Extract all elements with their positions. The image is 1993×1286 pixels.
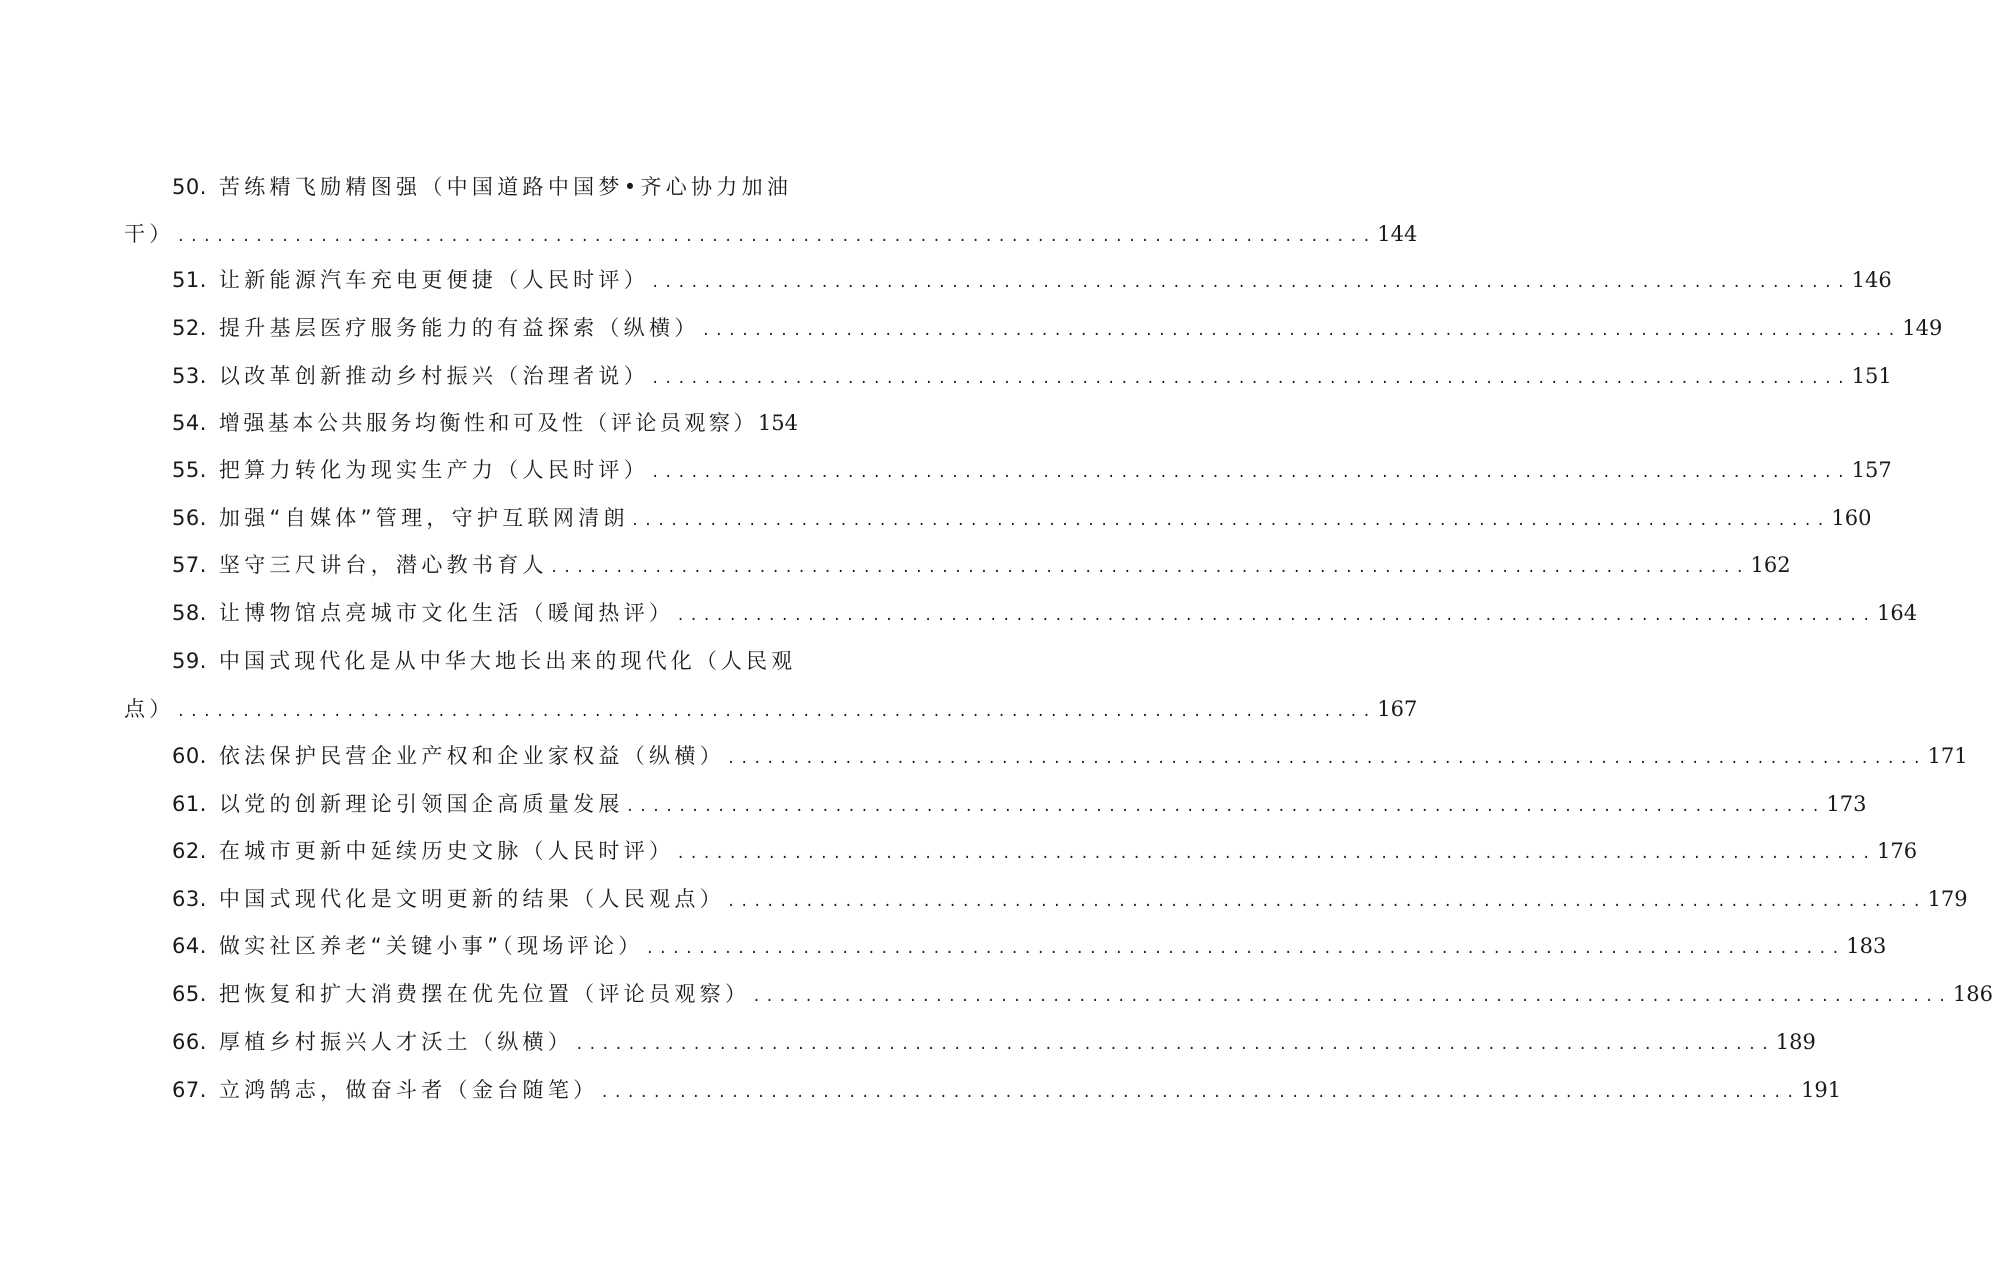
page-number: 171 (1927, 744, 1968, 768)
toc-entry-59-cont[interactable] (124, 694, 1418, 724)
page-number: 149 (1902, 316, 1943, 340)
page-number: 160 (1831, 506, 1872, 530)
entry-number: 53 (172, 364, 200, 388)
entry-title: 中国式现代化是从中华大地长出来的现代化（人民观 (218, 649, 797, 673)
dot-leader: ............................................................................................ (651, 275, 1850, 291)
toc-entry-66[interactable]: 66 . 厚植乡村振兴人才沃土（纵横） ............................................................................................ 189 (172, 1027, 798, 1057)
entry-number: 58 (172, 601, 200, 625)
entry-number: 55 (172, 458, 200, 482)
dot-leader: ............................................................................................ (630, 513, 1830, 529)
toc-entry-60[interactable]: 60 . 依法保护民营企业产权和企业家权益（纵横） ............................................................................................ 171 (172, 741, 798, 771)
dot-leader: ............................................................................................ (701, 323, 1901, 339)
page-number: 191 (1801, 1078, 1842, 1102)
entry-title: 中国式现代化是文明更新的结果（人民观点） (218, 887, 725, 911)
entry-title: 依法保护民营企业产权和企业家权益（纵横） (218, 744, 725, 768)
page-number: 146 (1851, 268, 1892, 292)
entry-title: 把算力转化为现实生产力（人民时评） (218, 458, 650, 482)
entry-title-continued: 干） (124, 222, 175, 246)
toc-entry-62[interactable]: 62 . 在城市更新中延续历史文脉（人民时评） ............................................................................................ 176 (172, 836, 798, 866)
entry-number: 61 (172, 792, 200, 816)
toc-entry-52[interactable]: 52 . 提升基层医疗服务能力的有益探索（纵横） ............................................................................................ 149 (172, 313, 798, 343)
page-number: 167 (1377, 697, 1418, 721)
dot-leader: ............................................................................................ (752, 989, 1951, 1005)
entry-number: 56 (172, 506, 200, 530)
toc-entry-56[interactable]: 56 . 加强“自媒体”管理，守护互联网清朗 ............................................................................................ 160 (172, 503, 798, 533)
entry-title: 把恢复和扩大消费摆在优先位置（评论员观察） (218, 982, 751, 1006)
toc-entry-55[interactable]: 55 . 把算力转化为现实生产力（人民时评） ............................................................................................ 157 (172, 455, 798, 485)
dot-leader: ............................................................................................ (549, 560, 1749, 576)
toc-entry-54[interactable]: 54 . 增强基本公共服务均衡性和可及性（评论员观察） 154 (172, 408, 798, 438)
entry-number: 57 (172, 553, 200, 577)
page-number: 176 (1876, 839, 1918, 863)
page-number: 164 (1876, 601, 1918, 625)
entry-title: 加强“自媒体”管理，守护互联网清朗 (218, 506, 629, 530)
toc-entry-50[interactable]: 50 . 苦练精飞励精图强（中国道路中国梦•齐心协力加油 (172, 172, 798, 202)
entry-title: 增强基本公共服务均衡性和可及性（评论员观察） (218, 411, 758, 435)
dot-leader: ............................................................................................ (676, 846, 1875, 862)
entry-number: 66 (172, 1030, 200, 1054)
entry-title: 让新能源汽车充电更便捷（人民时评） (218, 268, 650, 292)
dot-leader: ............................................................................................ (726, 751, 1926, 767)
entry-title: 苦练精飞励精图强（中国道路中国梦•齐心协力加油 (218, 175, 793, 199)
dot-leader: ............................................................................................ (176, 229, 1376, 245)
dot-leader: ............................................................................................ (600, 1085, 1800, 1101)
toc-entry-61[interactable]: 61 . 以党的创新理论引领国企高质量发展 ............................................................................................ 173 (172, 789, 798, 819)
page-number: 173 (1826, 792, 1867, 816)
toc-entry-63[interactable]: 63 . 中国式现代化是文明更新的结果（人民观点） ............................................................................................ 179 (172, 884, 798, 914)
page-number: 179 (1927, 887, 1968, 911)
entry-number: 65 (172, 982, 200, 1006)
page-number: 157 (1851, 458, 1892, 482)
page-number: 189 (1775, 1030, 1816, 1054)
dot-leader: ............................................................................................ (575, 1037, 1774, 1053)
toc-entry-65[interactable]: 65 . 把恢复和扩大消费摆在优先位置（评论员观察） ............................................................................................ 186 (172, 979, 798, 1009)
entry-title: 做实社区养老“关键小事”（现场评论） (218, 934, 644, 958)
toc-entry-51[interactable]: 51 . 让新能源汽车充电更便捷（人民时评） ............................................................................................ 146 (172, 265, 798, 295)
entry-number: 59 (172, 649, 200, 673)
toc-entry-53[interactable]: 53 . 以改革创新推动乡村振兴（治理者说） ............................................................................................ 151 (172, 361, 798, 391)
toc-entry-67[interactable]: 67 . 立鸿鹄志，做奋斗者（金台随笔） ............................................................................................ 191 (172, 1075, 798, 1105)
dot-leader: ............................................................................................ (645, 941, 1845, 957)
dot-leader: ............................................................................................ (176, 704, 1376, 720)
entry-title: 在城市更新中延续历史文脉（人民时评） (218, 839, 675, 863)
entry-number: 54 (172, 411, 200, 435)
entry-number: 64 (172, 934, 200, 958)
toc-entry-50-cont[interactable] (124, 219, 1418, 249)
entry-title: 厚植乡村振兴人才沃土（纵横） (218, 1030, 574, 1054)
entry-title: 以改革创新推动乡村振兴（治理者说） (218, 364, 650, 388)
entry-number: 63 (172, 887, 200, 911)
entry-title: 立鸿鹄志，做奋斗者（金台随笔） (218, 1078, 599, 1102)
entry-title: 以党的创新理论引领国企高质量发展 (218, 792, 624, 816)
dot-leader: ............................................................................................ (625, 799, 1825, 815)
entry-number: 60 (172, 744, 200, 768)
entry-number: 62 (172, 839, 200, 863)
toc-entry-58[interactable]: 58 . 让博物馆点亮城市文化生活（暖闻热评） ............................................................................................ 164 (172, 598, 798, 628)
entry-title: 让博物馆点亮城市文化生活（暖闻热评） (218, 601, 675, 625)
dot-leader: ............................................................................................ (676, 608, 1875, 624)
page-number: 154 (757, 411, 799, 435)
toc-entry-64[interactable]: 64 . 做实社区养老“关键小事”（现场评论） ............................................................................................ 183 (172, 931, 798, 961)
entry-number: 50 (172, 175, 200, 199)
page-number: 162 (1750, 553, 1791, 577)
page-number: 186 (1952, 982, 1993, 1006)
dot-leader: ............................................................................................ (651, 465, 1850, 481)
entry-number: 67 (172, 1078, 200, 1102)
entry-title-continued: 点） (124, 697, 175, 721)
toc-entry-59[interactable]: 59 . 中国式现代化是从中华大地长出来的现代化（人民观 (172, 646, 798, 676)
entry-number: 52 (172, 316, 200, 340)
page-number: 183 (1846, 934, 1887, 958)
dot-leader: ............................................................................................ (651, 371, 1850, 387)
entry-number: 51 (172, 268, 200, 292)
page-number: 151 (1851, 364, 1892, 388)
dot-leader: ............................................................................................ (726, 894, 1926, 910)
toc-entry-57[interactable]: 57 . 坚守三尺讲台，潜心教书育人 ............................................................................................ 162 (172, 550, 798, 580)
entry-title: 坚守三尺讲台，潜心教书育人 (218, 553, 548, 577)
entry-title: 提升基层医疗服务能力的有益探索（纵横） (218, 316, 700, 340)
page-number: 144 (1377, 222, 1418, 246)
